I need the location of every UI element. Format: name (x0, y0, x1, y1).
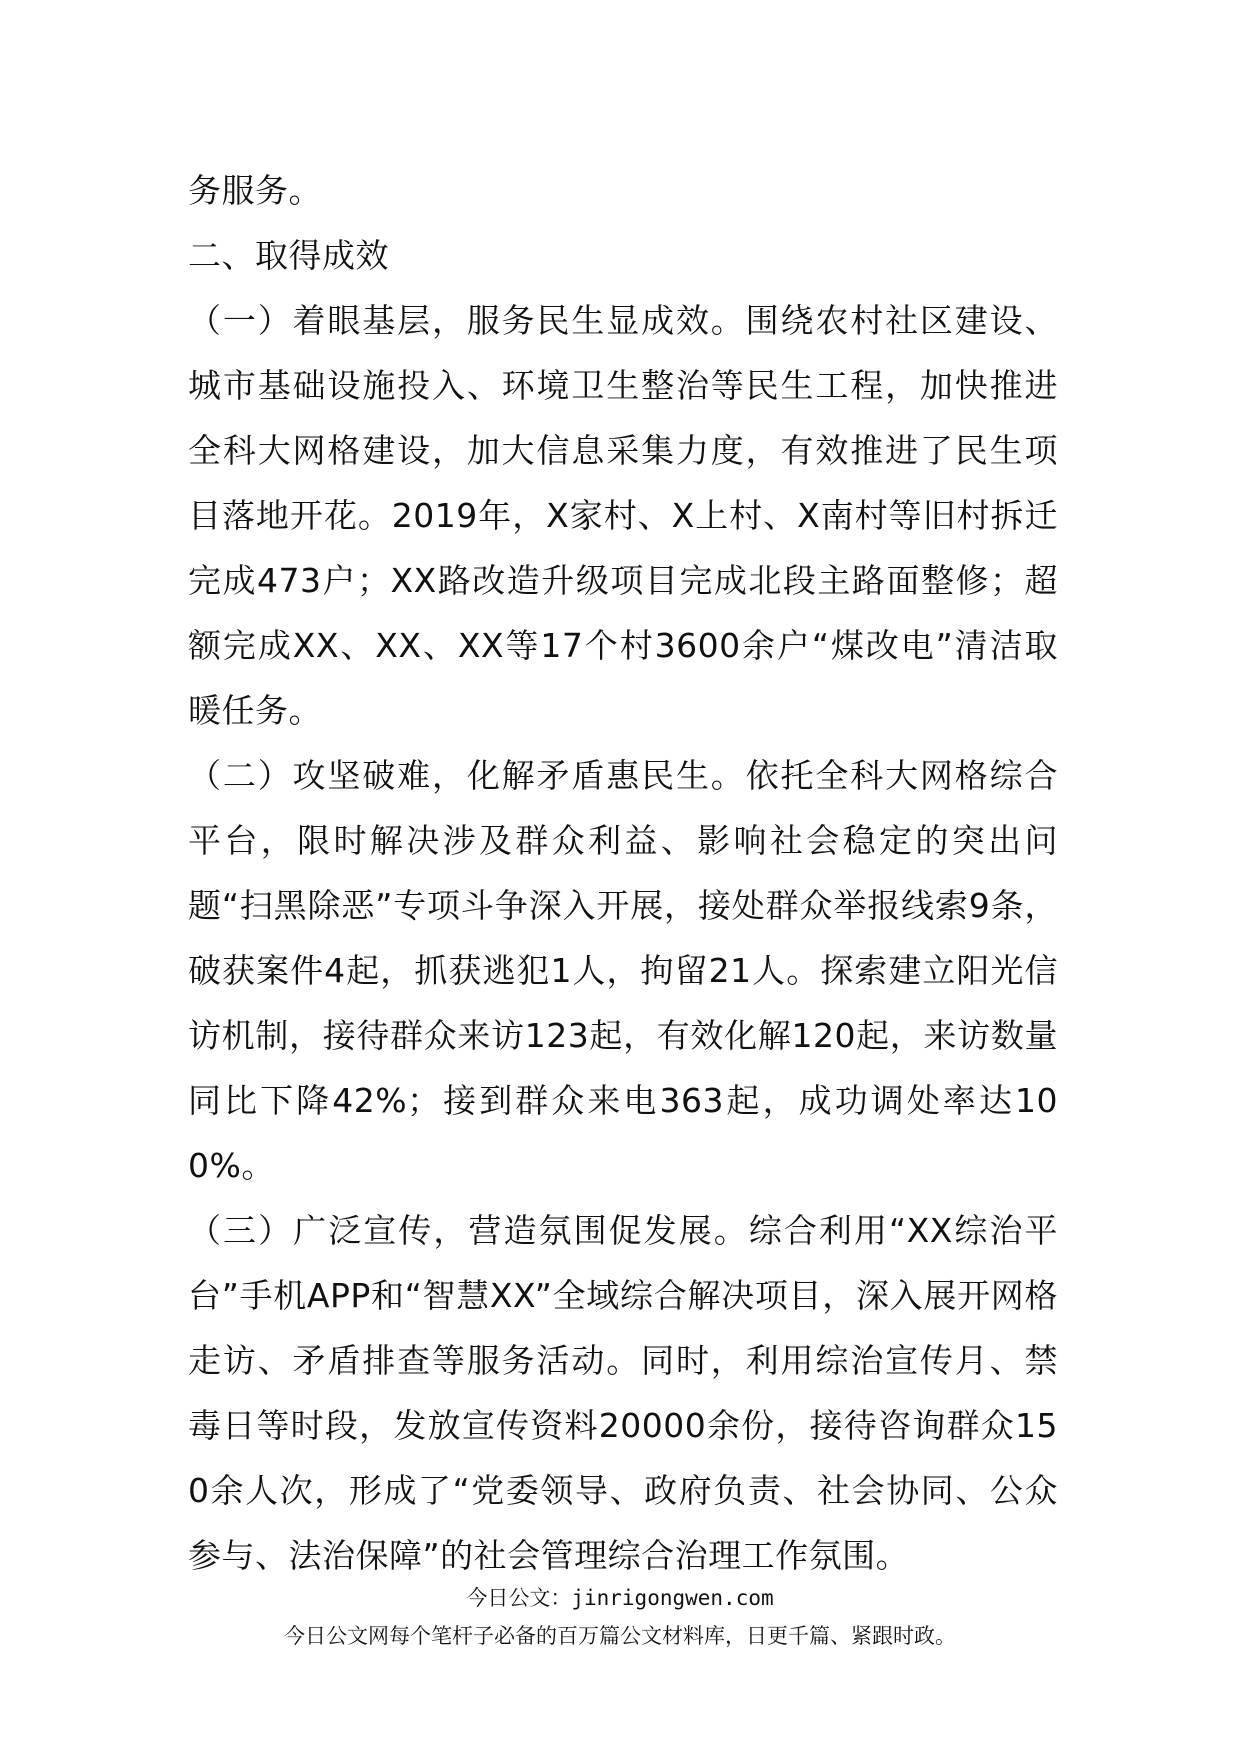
paragraph-achievement-3: （三）广泛宣传，营造氛围促发展。综合利用“XX综治平台”手机APP和“智慧XX”全域综合解决项目，深入展开网格走访、矛盾排查等服务活动。同时，利用综治宣传月、禁毒日等时段，发放宣传资料20000余份，接待咨询群众150余人次，形成了“党委领导、政府负责、社会协同、公众参与、法治保障”的社会管理综合治理工作氛围。 (188, 1211, 1058, 1575)
footer-site-line (0, 1583, 1240, 1613)
footer-tagline: 今日公文网每个笔杆子必备的百万篇公文材料库，日更千篇、紧跟时政。 (284, 1624, 956, 1648)
footer-site-label: 今日公文： (466, 1586, 572, 1610)
section-heading: 二、取得成效 (188, 236, 389, 275)
paragraph-achievement-1: （一）着眼基层，服务民生显成效。围绕农村社区建设、城市基础设施投入、环境卫生整治等民生工程，加快推进全科大网格建设，加大信息采集力度，有效推进了民生项目落地开花。2019年，X家村、X上村、X南村等旧村拆迁完成473户；XX路改造升级项目完成北段主路面整修；超额完成XX、XX、XX等17个村3600余户“煤改电”清洁取暖任务。 (188, 301, 1058, 730)
document-body (188, 158, 1058, 1588)
paragraph-achievement-2: （二）攻坚破难，化解矛盾惠民生。依托全科大网格综合平台，限时解决涉及群众利益、影响社会稳定的突出问题“扫黑除恶”专项斗争深入开展，接处群众举报线索9条，破获案件4起，抓获逃犯1人，拘留21人。探索建立阳光信访机制，接待群众来访123起，有效化解120起，来访数量同比下降42%；接到群众来电363起，成功调处率达100%。 (188, 756, 1058, 1185)
paragraph-continuation: 务服务。 (188, 171, 322, 210)
footer-site-link[interactable]: jinrigongwen.com (571, 1586, 774, 1610)
